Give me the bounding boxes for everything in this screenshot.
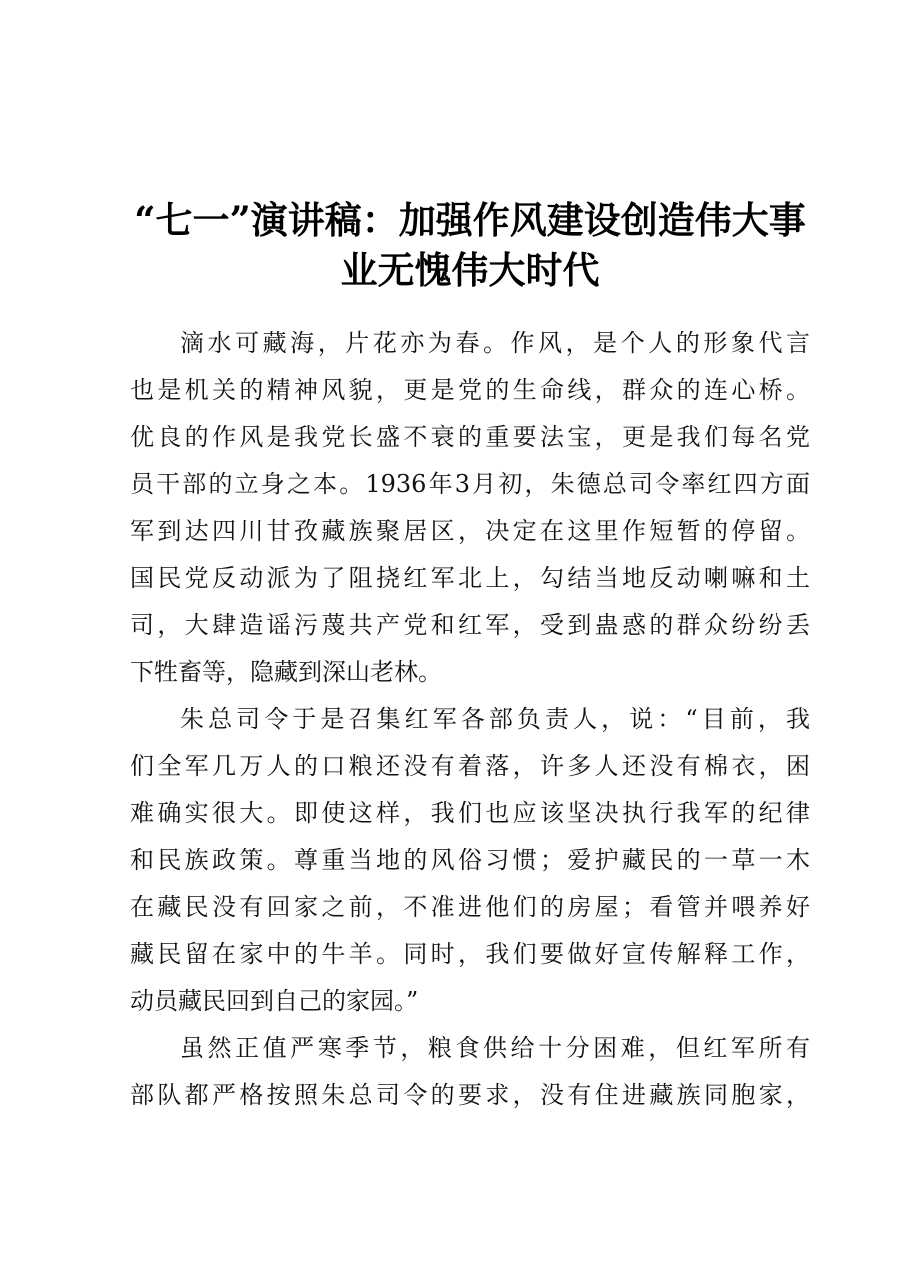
paragraph xyxy=(130,696,810,1025)
paragraph-line: 动员藏民回到自己的家园。” xyxy=(130,987,419,1015)
document-body xyxy=(130,320,810,1119)
paragraph-line: 们全军几万人的口粮还没有着落，许多人还没有棉衣，困 xyxy=(130,752,810,780)
paragraph-line: 滴水可藏海，片花亦为春。作风，是个人的形象代言 xyxy=(180,329,810,357)
paragraph-line: 部队都严格按照朱总司令的要求，没有住进藏族同胞家， xyxy=(130,1081,810,1109)
document-title xyxy=(110,195,830,295)
paragraph-line: 下牲畜等，隐藏到深山老林。 xyxy=(130,658,442,686)
paragraph-line: 难确实很大。即使这样，我们也应该坚决执行我军的纪律 xyxy=(130,799,810,827)
paragraph-line: 司，大肆造谣污蔑共产党和红军，受到蛊惑的群众纷纷丢 xyxy=(130,611,810,639)
paragraph-line: 也是机关的精神风貌，更是党的生命线，群众的连心桥。 xyxy=(130,376,810,404)
paragraph-line: 军到达四川甘孜藏族聚居区，决定在这里作短暂的停留。 xyxy=(130,517,810,545)
paragraph-line: 员干部的立身之本。1936年3月初，朱德总司令率红四方面 xyxy=(130,470,810,498)
title-line: 业无愧伟大时代 xyxy=(340,248,600,292)
paragraph-line: 在藏民没有回家之前，不准进他们的房屋；看管并喂养好 xyxy=(130,893,810,921)
paragraph-line: 朱总司令于是召集红军各部负责人，说：“目前，我 xyxy=(180,705,810,733)
title-line: “七一”演讲稿：加强作风建设创造伟大事 xyxy=(134,198,806,242)
paragraph-line: 优良的作风是我党长盛不衰的重要法宝，更是我们每名党 xyxy=(130,423,810,451)
paragraph xyxy=(130,320,810,696)
paragraph-line: 国民党反动派为了阻挠红军北上，勾结当地反动喇嘛和土 xyxy=(130,564,810,592)
paragraph-line: 虽然正值严寒季节，粮食供给十分困难，但红军所有 xyxy=(180,1034,810,1062)
paragraph-line: 和民族政策。尊重当地的风俗习惯；爱护藏民的一草一木 xyxy=(130,846,810,874)
paragraph-line: 藏民留在家中的牛羊。同时，我们要做好宣传解释工作， xyxy=(130,940,810,968)
paragraph xyxy=(130,1025,810,1119)
